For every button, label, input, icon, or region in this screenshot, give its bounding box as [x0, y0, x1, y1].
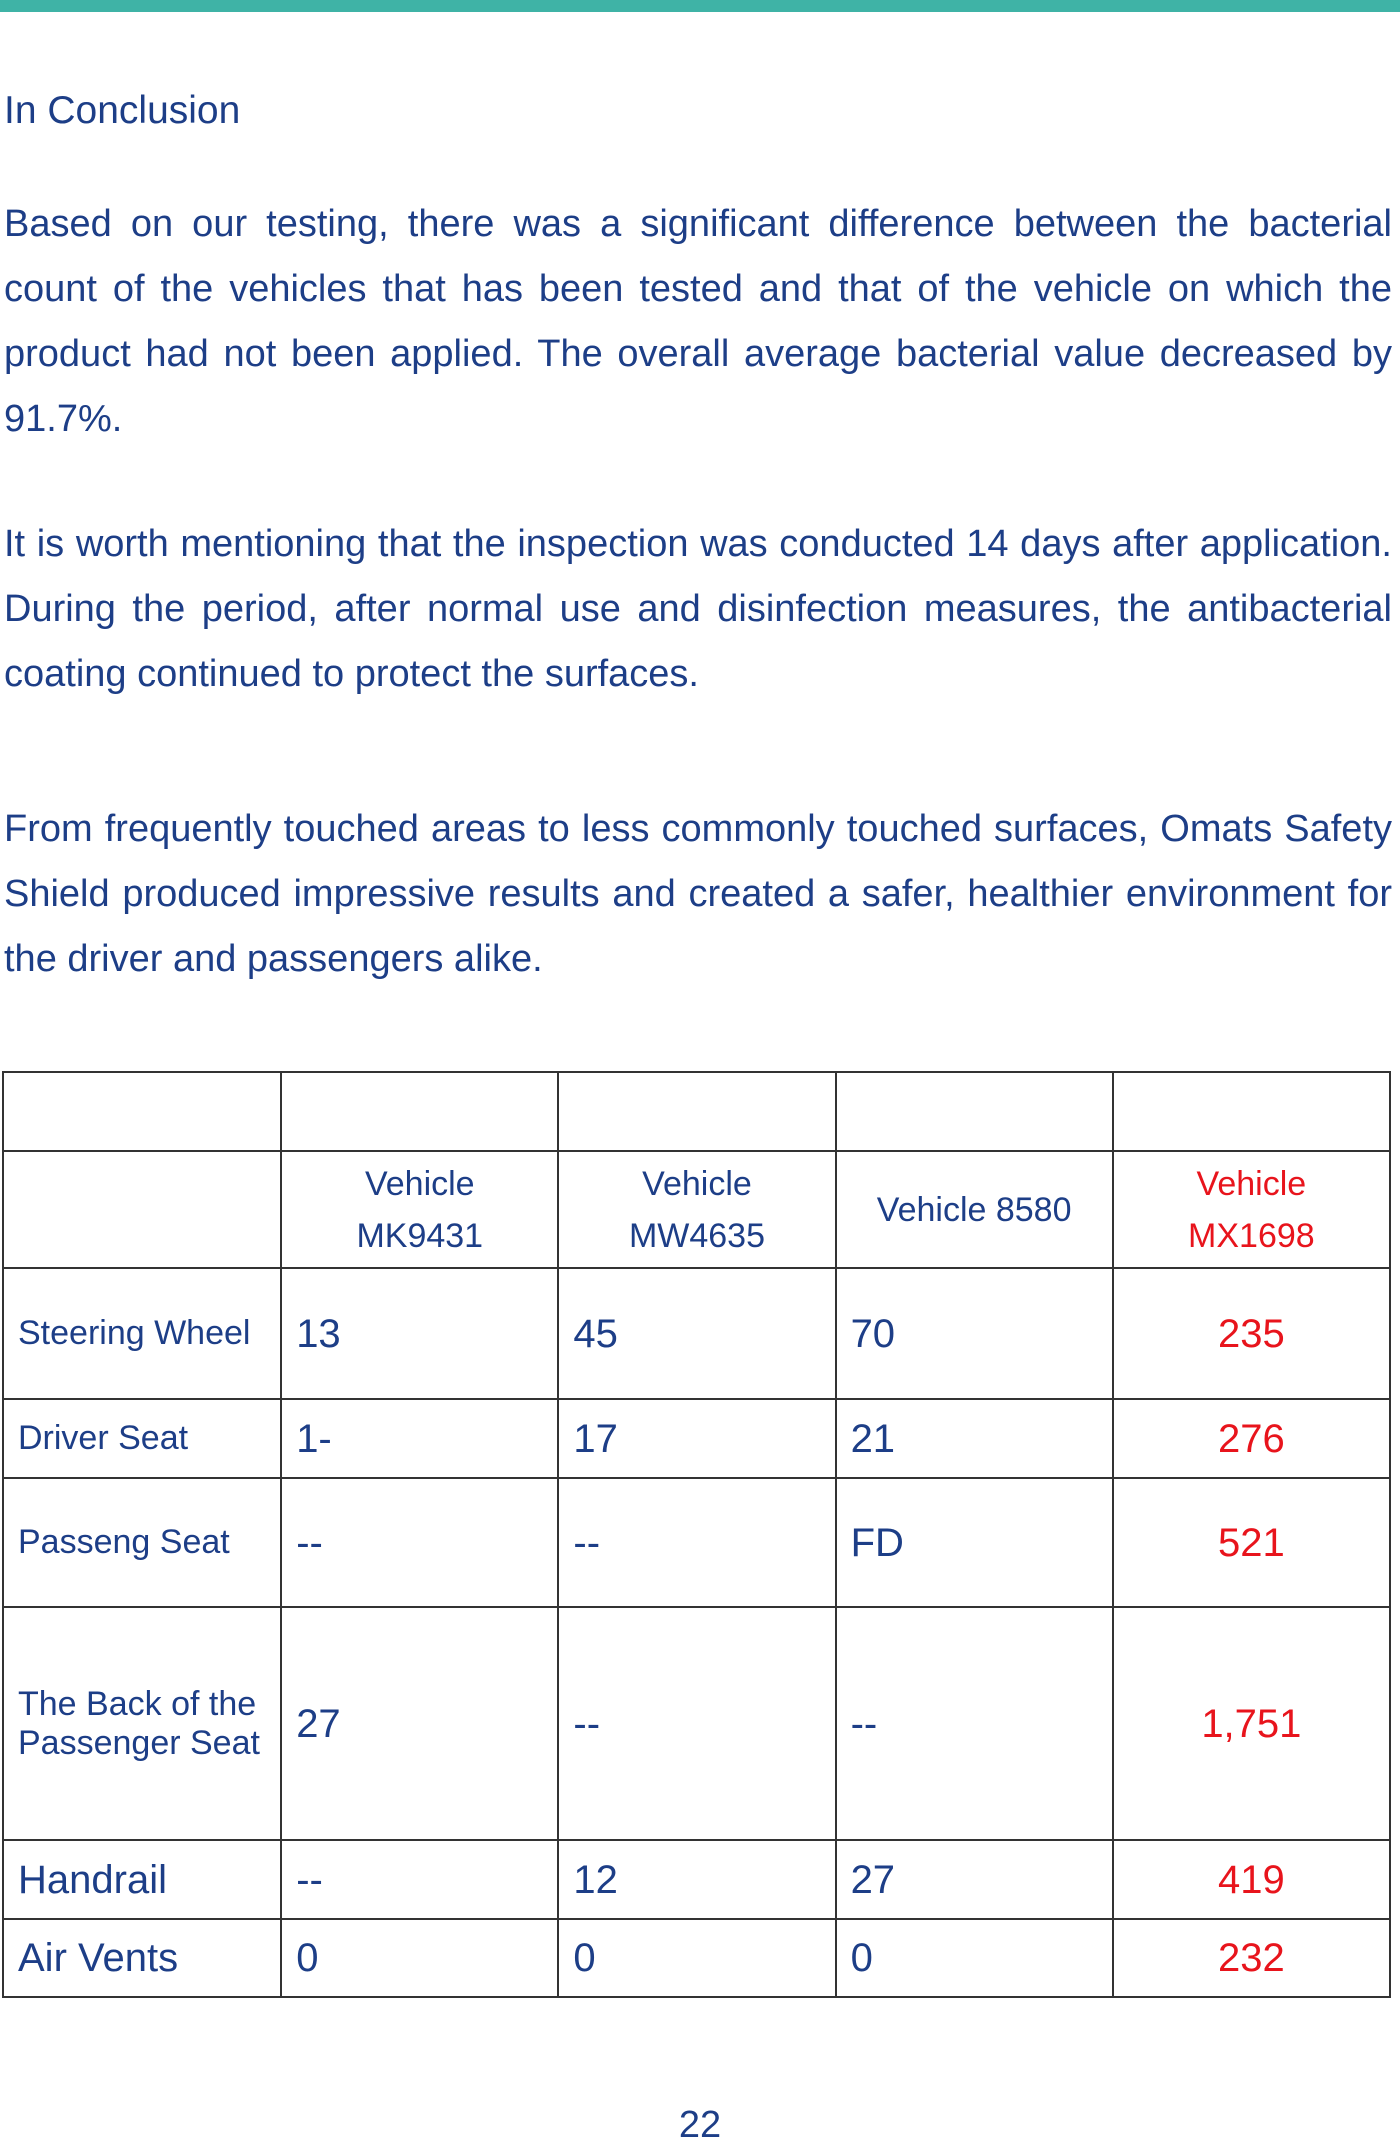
table-cell — [3, 1072, 281, 1151]
page-number: 22 — [678, 2104, 722, 2146]
value-cell-control: 1,751 — [1113, 1607, 1390, 1840]
table-header-row — [3, 1151, 1390, 1268]
value-cell: 0 — [836, 1919, 1113, 1997]
header-vehicle-mk9431 — [281, 1151, 558, 1268]
header-line: MX1698 — [1188, 1216, 1315, 1255]
bacterial-count-table — [2, 1071, 1391, 1998]
row-label: Passeng Seat — [3, 1478, 281, 1607]
table-row-handrail — [3, 1840, 1390, 1919]
value-cell: FD — [836, 1478, 1113, 1607]
table-row-steering-wheel — [3, 1268, 1390, 1399]
value-cell: 0 — [558, 1919, 835, 1997]
table-corner-cell — [3, 1151, 281, 1268]
value-cell-control: 521 — [1113, 1478, 1390, 1607]
table-cell — [281, 1072, 558, 1151]
value-cell-control: 232 — [1113, 1919, 1390, 1997]
row-label: Driver Seat — [3, 1399, 281, 1478]
value-cell: 17 — [558, 1399, 835, 1478]
header-line: Vehicle — [364, 1164, 475, 1203]
table-row-back-of-passenger-seat — [3, 1607, 1390, 1840]
table-row-driver-seat — [3, 1399, 1390, 1478]
page-heading: In Conclusion — [4, 89, 241, 132]
table-row-passeng-seat — [3, 1478, 1390, 1607]
value-cell: 13 — [281, 1268, 558, 1399]
value-cell: 27 — [836, 1840, 1113, 1919]
header-vehicle-mx1698 — [1113, 1151, 1390, 1268]
row-label: Air Vents — [3, 1919, 281, 1997]
top-accent-bar — [0, 0, 1400, 12]
value-cell: -- — [836, 1607, 1113, 1840]
value-cell: -- — [558, 1478, 835, 1607]
value-cell: 0 — [281, 1919, 558, 1997]
value-cell: 21 — [836, 1399, 1113, 1478]
value-cell: -- — [281, 1478, 558, 1607]
header-line: MW4635 — [628, 1216, 765, 1255]
table-blank-row — [3, 1072, 1390, 1151]
value-cell-control: 276 — [1113, 1399, 1390, 1478]
value-cell: 45 — [558, 1268, 835, 1399]
value-cell: 27 — [281, 1607, 558, 1840]
table-cell — [836, 1072, 1113, 1151]
value-cell: 1- — [281, 1399, 558, 1478]
row-label: Handrail — [3, 1840, 281, 1919]
table-cell — [1113, 1072, 1390, 1151]
value-cell: 70 — [836, 1268, 1113, 1399]
value-cell: -- — [558, 1607, 835, 1840]
value-cell: 12 — [558, 1840, 835, 1919]
table-row-air-vents — [3, 1919, 1390, 1997]
paragraph-summary: From frequently touched areas to less commonly touched surfaces, Omats Safety Shield produced impressive results and created a safer, healthier environment for the driver and passengers alike. — [4, 808, 1392, 980]
header-line: MK9431 — [356, 1216, 484, 1255]
header-vehicle-8580 — [836, 1151, 1113, 1268]
row-label: The Back of the Passenger Seat — [3, 1607, 281, 1840]
row-label: Steering Wheel — [3, 1268, 281, 1399]
paragraph-results: Based on our testing, there was a significant difference between the bacterial count of the vehicles that has been tested and that of the vehicle on which the product had not been applied. The overall average bacterial value decreased by 91.7%. — [4, 203, 1392, 440]
table-cell — [558, 1072, 835, 1151]
header-line: Vehicle — [1196, 1164, 1307, 1203]
header-line: Vehicle — [642, 1164, 752, 1203]
header-vehicle-mw4635 — [558, 1151, 835, 1268]
value-cell: -- — [281, 1840, 558, 1919]
paragraph-inspection: It is worth mentioning that the inspection was conducted 14 days after application. During the period, after normal use and disinfection measures, the antibacterial coating continued to protect the surfaces. — [4, 523, 1392, 695]
value-cell-control: 419 — [1113, 1840, 1390, 1919]
value-cell-control: 235 — [1113, 1268, 1390, 1399]
header-line: Vehicle 8580 — [876, 1190, 1072, 1229]
